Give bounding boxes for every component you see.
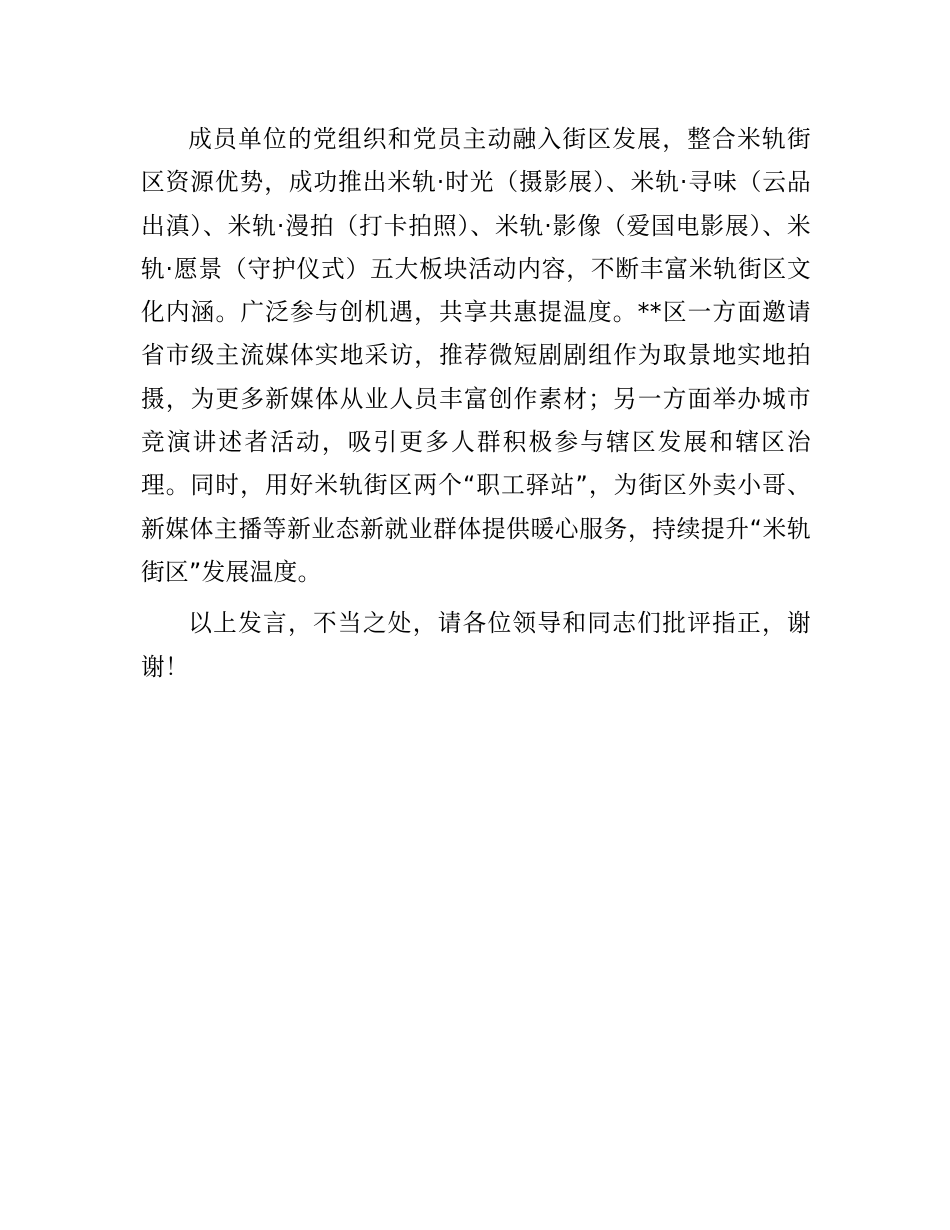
document-body [141,118,811,689]
closing-paragraph: 以上发言，不当之处，请各位领导和同志们批评指正，谢谢！ [141,609,811,681]
body-paragraph: 成员单位的党组织和党员主动融入街区发展，整合米轨街区资源优势，成功推出米轨·时光（摄影展）、米轨·寻味（云品出滇）、米轨·漫拍（打卡拍照）、米轨·影像（爱国电影展）、米轨·愿景（守护仪式）五大板块活动内容，不断丰富米轨街区文化内涵。广泛参与创机遇，共享共惠提温度。**区一方面邀请省市级主流媒体实地采访，推荐微短剧剧组作为取景地实地拍摄，为更多新媒体从业人员丰富创作素材；另一方面举办城市竞演讲述者活动，吸引更多人群积极参与辖区发展和辖区治理。同时，用好米轨街区两个“职工驿站”，为街区外卖小哥、新媒体主播等新业态新就业群体提供暖心服务，持续提升“米轨街区”发展温度。 [141,125,811,586]
